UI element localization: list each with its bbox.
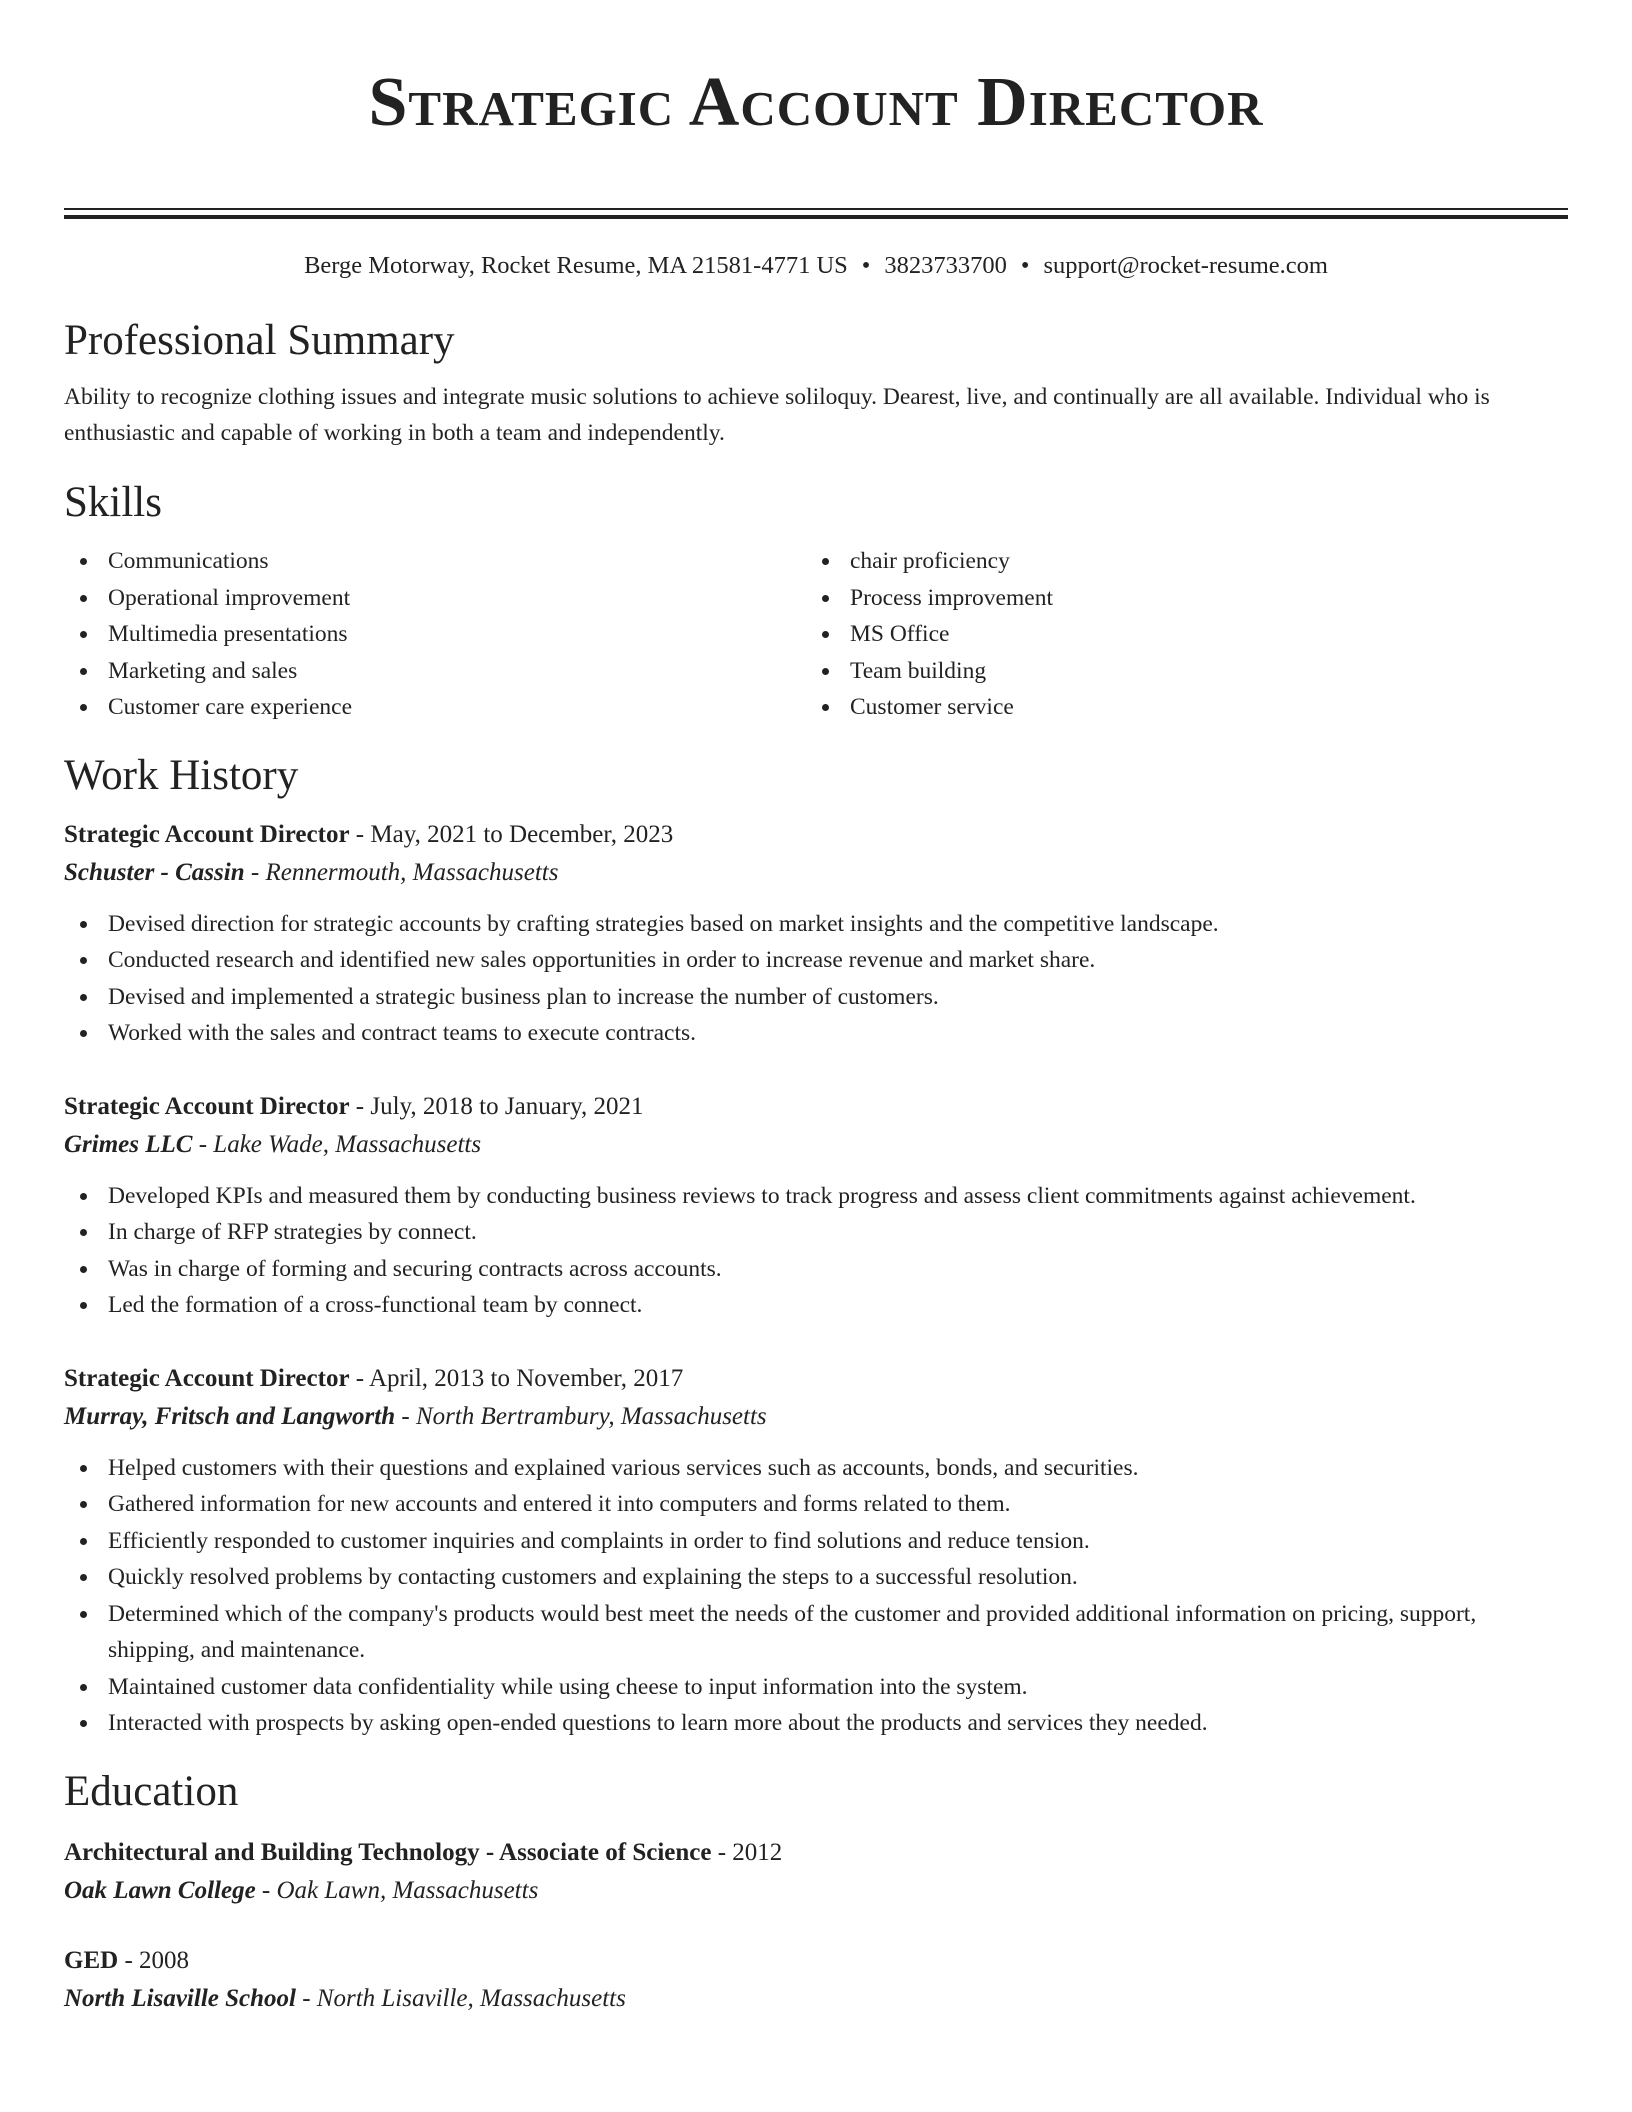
job-location: - North Bertrambury, Massachusetts [395, 1402, 767, 1430]
job-title-line [64, 816, 1568, 854]
header-divider-thin [64, 208, 1568, 210]
job-bullet: Gathered information for new accounts and entered it into computers and forms related to them. [64, 1486, 1568, 1523]
job-company-line [64, 1398, 1568, 1436]
education-heading: Education [64, 1767, 239, 1815]
job-bullet: Conducted research and identified new sales opportunities in order to increase revenue and market share. [64, 942, 1568, 979]
job-company-line [64, 854, 1568, 892]
education-degree-line [64, 1834, 1568, 1872]
job-entry [64, 816, 1568, 1052]
job-company-line [64, 1126, 1568, 1164]
job-bullet: Worked with the sales and contract teams to execute contracts. [64, 1015, 1568, 1052]
skill-item: Operational improvement [64, 580, 806, 617]
summary-text: Ability to recognize clothing issues and integrate music solutions to achieve soliloquy. Dearest, live, and continually are all available. Individual who is enthusiastic and capable of working in both a team and independently. [64, 384, 1490, 446]
job-title: Strategic Account Director [64, 1364, 350, 1392]
header-divider-thick [64, 215, 1568, 219]
resume-name: Strategic Account Director [368, 64, 1264, 141]
job-bullets [64, 1178, 1568, 1324]
job-bullet: Determined which of the company's products would best meet the needs of the customer and provided additional information on pricing, support, shipping, and maintenance. [64, 1596, 1568, 1669]
job-bullet: Efficiently responded to customer inquiries and complaints in order to find solutions and reduce tension. [64, 1523, 1568, 1560]
education-entry [64, 1834, 1568, 1910]
skills-column-right [806, 543, 1548, 726]
education-degree: Architectural and Building Technology - Associate of Science [64, 1838, 712, 1866]
job-location: - Rennermouth, Massachusetts [244, 858, 559, 886]
skill-item: Team building [806, 653, 1548, 690]
contact-separator: • [861, 252, 871, 279]
job-bullets [64, 906, 1568, 1052]
skill-item: Marketing and sales [64, 653, 806, 690]
education-location: - Oak Lawn, Massachusetts [255, 1876, 539, 1904]
education-year: - 2012 [711, 1838, 783, 1866]
education-year: - 2008 [118, 1946, 190, 1974]
job-bullet: Maintained customer data confidentiality while using cheese to input information into the system. [64, 1669, 1568, 1706]
job-bullet: Was in charge of forming and securing contracts across accounts. [64, 1251, 1568, 1288]
summary-heading: Professional Summary [64, 317, 455, 364]
job-bullet: In charge of RFP strategies by connect. [64, 1214, 1568, 1251]
skill-item: chair proficiency [806, 543, 1548, 580]
skill-item: MS Office [806, 616, 1548, 653]
skill-item: Communications [64, 543, 806, 580]
education-degree: GED [64, 1946, 119, 1974]
education-school: North Lisaville School [64, 1984, 296, 2012]
job-entry [64, 1360, 1568, 1742]
education-degree-line [64, 1942, 1568, 1980]
job-bullet: Helped customers with their questions and explained various services such as accounts, bonds, and securities. [64, 1450, 1568, 1487]
job-company: Grimes LLC [64, 1130, 193, 1158]
job-dates: - May, 2021 to December, 2023 [349, 820, 674, 848]
job-location: - Lake Wade, Massachusetts [192, 1130, 482, 1158]
job-dates: - April, 2013 to November, 2017 [349, 1364, 684, 1392]
contact-address: Berge Motorway, Rocket Resume, MA 21581-4771 US [304, 252, 848, 279]
job-bullet: Led the formation of a cross-functional team by connect. [64, 1287, 1568, 1324]
job-company: Murray, Fritsch and Langworth [64, 1402, 396, 1430]
education-entry [64, 1942, 1568, 2018]
education-location: - North Lisaville, Massachusetts [295, 1984, 626, 2012]
job-title: Strategic Account Director [64, 1092, 350, 1120]
job-title-line [64, 1360, 1568, 1398]
contact-separator: • [1020, 252, 1030, 279]
skill-item: Customer service [806, 689, 1548, 726]
skills-column-left [64, 543, 806, 726]
job-title-line [64, 1088, 1568, 1126]
skills-heading: Skills [64, 479, 162, 526]
education-school: Oak Lawn College [64, 1876, 256, 1904]
job-dates: - July, 2018 to January, 2021 [349, 1092, 644, 1120]
job-bullet: Interacted with prospects by asking open-ended questions to learn more about the products and services they needed. [64, 1705, 1568, 1742]
skills-list [64, 543, 1568, 726]
education-school-line [64, 1872, 1568, 1910]
work-history-heading: Work History [64, 751, 299, 799]
job-bullet: Devised and implemented a strategic business plan to increase the number of customers. [64, 979, 1568, 1016]
skill-item: Multimedia presentations [64, 616, 806, 653]
contact-line [64, 251, 1568, 281]
education-school-line [64, 1980, 1568, 2018]
job-bullet: Quickly resolved problems by contacting customers and explaining the steps to a successful resolution. [64, 1559, 1568, 1596]
job-bullet: Developed KPIs and measured them by conducting business reviews to track progress and assess client commitments against achievement. [64, 1178, 1568, 1215]
job-bullet: Devised direction for strategic accounts by crafting strategies based on market insights and the competitive landscape. [64, 906, 1568, 943]
job-company: Schuster - Cassin [64, 858, 245, 886]
job-bullets [64, 1450, 1568, 1742]
contact-phone: 3823733700 [884, 252, 1007, 279]
job-title: Strategic Account Director [64, 820, 350, 848]
contact-email: support@rocket-resume.com [1043, 252, 1328, 279]
job-entry [64, 1088, 1568, 1324]
skill-item: Process improvement [806, 580, 1548, 617]
skill-item: Customer care experience [64, 689, 806, 726]
